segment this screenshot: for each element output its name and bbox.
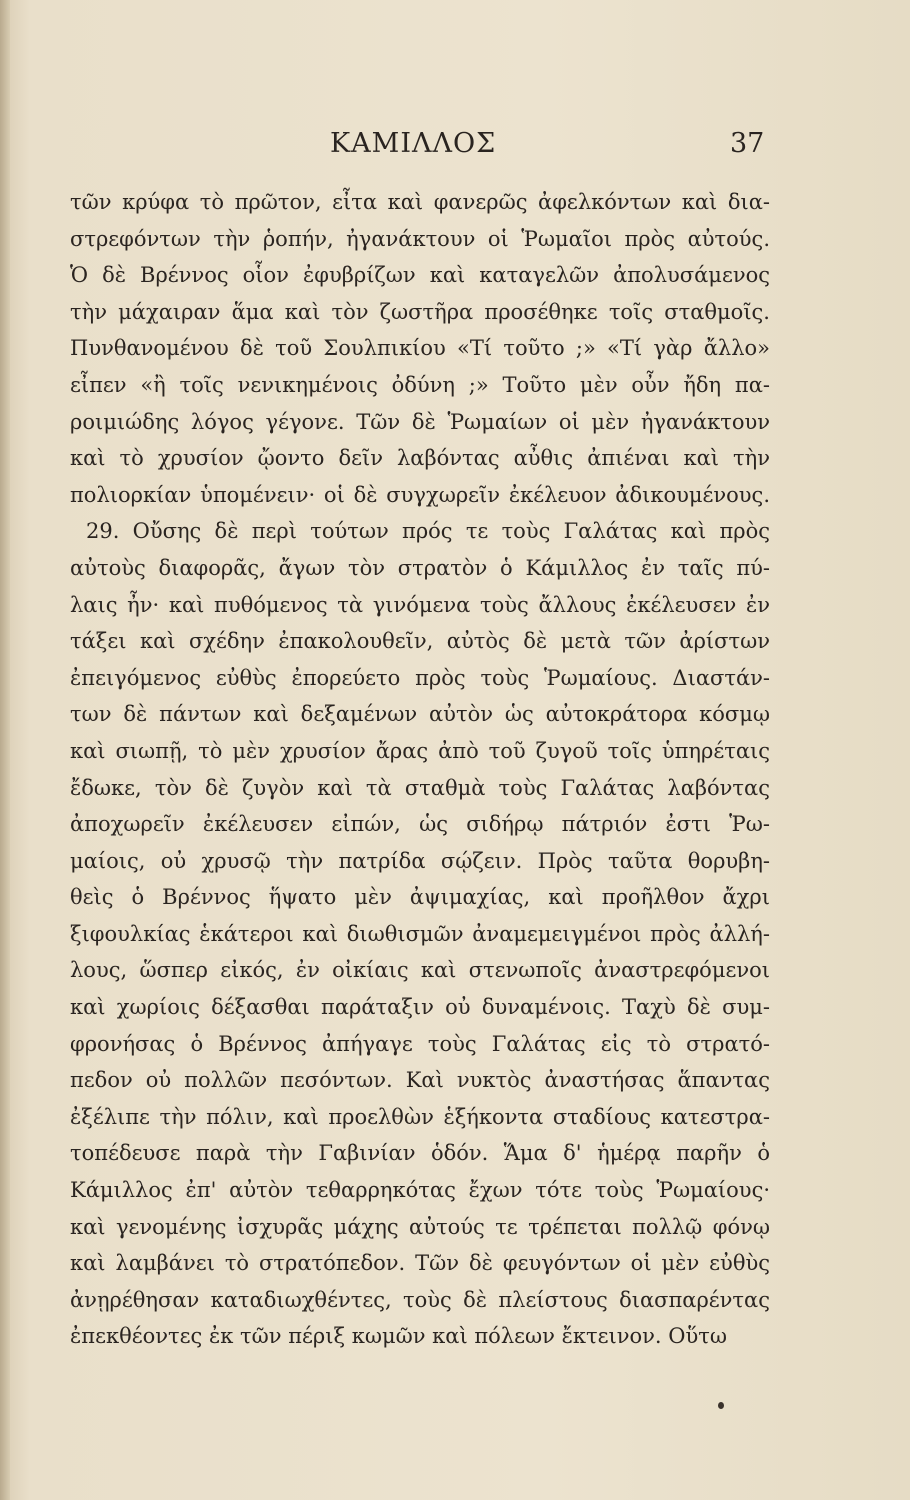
text-line: ἀποχωρεῖν ἐκέλευσεν εἰπών, ὡς σιδήρῳ πάτριόν ἐστι Ῥω- bbox=[70, 812, 770, 837]
text-line: των δὲ πάντων καὶ δεξαμένων αὐτὸν ὡς αὐτοκράτορα κόσμῳ bbox=[70, 702, 770, 727]
text-line: λαις ἦν· καὶ πυθόμενος τὰ γινόμενα τοὺς ἄλλους ἐκέλευσεν ἐν bbox=[70, 592, 770, 617]
text-line: καὶ λαμβάνει τὸ στρατόπεδον. Τῶν δὲ φευγόντων οἱ μὲν εὐθὺς bbox=[70, 1251, 770, 1276]
section-start-line: 29. Οὔσης δὲ περὶ τούτων πρός τε τοὺς Γαλάτας καὶ πρὸς bbox=[86, 519, 770, 544]
text-line: ροιμιώδης λόγος γέγονε. Τῶν δὲ Ῥωμαίων οἱ μὲν ἠγανάκτουν bbox=[70, 409, 770, 434]
text-line: ἀνῃρέθησαν καταδιωχθέντες, τοὺς δὲ πλείστους διασπαρέντας bbox=[70, 1287, 770, 1312]
page-header bbox=[0, 128, 910, 168]
page-binding-edge bbox=[0, 0, 10, 1500]
page-number: 37 bbox=[730, 128, 765, 159]
ink-speck bbox=[718, 1402, 724, 1409]
text-line: ἔδωκε, τὸν δὲ ζυγὸν καὶ τὰ σταθμὰ τοὺς Γαλάτας λαβόντας bbox=[70, 775, 770, 800]
text-line: πεδον οὐ πολλῶν πεσόντων. Καὶ νυκτὸς ἀναστήσας ἅπαντας bbox=[70, 1068, 770, 1093]
text-line: φρονήσας ὁ Βρέννος ἀπήγαγε τοὺς Γαλάτας εἰς τὸ στρατό- bbox=[70, 1031, 770, 1056]
text-line: Πυνθανομένου δὲ τοῦ Σουλπικίου «Τί τοῦτο ;» «Τί γὰρ ἄλλο» bbox=[70, 336, 770, 361]
text-line: πολιορκίαν ὑπομένειν· οἱ δὲ συγχωρεῖν ἐκέλευον ἀδικουμένους. bbox=[70, 482, 770, 507]
text-line: ἐπεκθέοντες ἐκ τῶν πέριξ κωμῶν καὶ πόλεων ἔκτεινον. Οὕτω bbox=[70, 1324, 727, 1349]
text-line: καὶ χωρίοις δέξασθαι παράταξιν οὐ δυναμένοις. Ταχὺ δὲ συμ- bbox=[70, 995, 770, 1020]
text-line: τῶν κρύφα τὸ πρῶτον, εἶτα καὶ φανερῶς ἀφελκόντων καὶ δια- bbox=[70, 190, 770, 214]
running-title: ΚΑΜΙΛΛΟΣ bbox=[330, 128, 497, 159]
text-line: μαίοις, οὐ χρυσῷ τὴν πατρίδα σῴζειν. Πρὸς ταῦτα θορυβη- bbox=[70, 848, 770, 873]
text-line: καὶ γενομένης ἰσχυρᾶς μάχης αὐτούς τε τρέπεται πολλῷ φόνῳ bbox=[70, 1214, 770, 1239]
body-text bbox=[70, 184, 770, 1355]
text-line: ἐξέλιπε τὴν πόλιν, καὶ προελθὼν ἑξήκοντα σταδίους κατεστρα- bbox=[70, 1104, 770, 1129]
text-line: στρεφόντων τὴν ῥοπήν, ἠγανάκτουν οἱ Ῥωμαῖοι πρὸς αὐτούς. bbox=[70, 226, 770, 251]
text-line: αὐτοὺς διαφορᾶς, ἄγων τὸν στρατὸν ὁ Κάμιλλος ἐν ταῖς πύ- bbox=[70, 555, 770, 580]
text-line: θεὶς ὁ Βρέννος ἥψατο μὲν ἀψιμαχίας, καὶ προῆλθον ἄχρι bbox=[70, 885, 770, 910]
text-line: τὴν μάχαιραν ἅμα καὶ τὸν ζωστῆρα προσέθηκε τοῖς σταθμοῖς. bbox=[70, 299, 770, 324]
text-line: Κάμιλλος ἐπ' αὐτὸν τεθαρρηκότας ἔχων τότε τοὺς Ῥωμαίους· bbox=[70, 1178, 770, 1203]
text-line: τοπέδευσε παρὰ τὴν Γαβινίαν ὁδόν. Ἅμα δ' ἡμέρᾳ παρῆν ὁ bbox=[70, 1141, 770, 1166]
text-line: τάξει καὶ σχέδην ἐπακολουθεῖν, αὐτὸς δὲ μετὰ τῶν ἀρίστων bbox=[70, 629, 770, 654]
text-line: εἶπεν «ἢ τοῖς νενικημένοις ὀδύνη ;» Τοῦτο μὲν οὖν ἤδη πα- bbox=[70, 372, 770, 397]
text-line: λους, ὥσπερ εἰκός, ἐν οἰκίαις καὶ στενωποῖς ἀναστρεφόμενοι bbox=[70, 958, 770, 983]
text-line: καὶ τὸ χρυσίον ᾤοντο δεῖν λαβόντας αὖθις ἀπιέναι καὶ τὴν bbox=[70, 446, 770, 471]
text-line: ἐπειγόμενος εὐθὺς ἐπορεύετο πρὸς τοὺς Ῥωμαίους. Διαστάν- bbox=[70, 665, 770, 690]
text-line: καὶ σιωπῇ, τὸ μὲν χρυσίον ἄρας ἀπὸ τοῦ ζυγοῦ τοῖς ὑπηρέταις bbox=[70, 738, 770, 763]
text-line: ξιφουλκίας ἑκάτεροι καὶ διωθισμῶν ἀναμεμειγμένοι πρὸς ἀλλή- bbox=[70, 921, 770, 946]
text-line: Ὁ δὲ Βρέννος οἷον ἐφυβρίζων καὶ καταγελῶν ἀπολυσάμενος bbox=[70, 263, 770, 288]
